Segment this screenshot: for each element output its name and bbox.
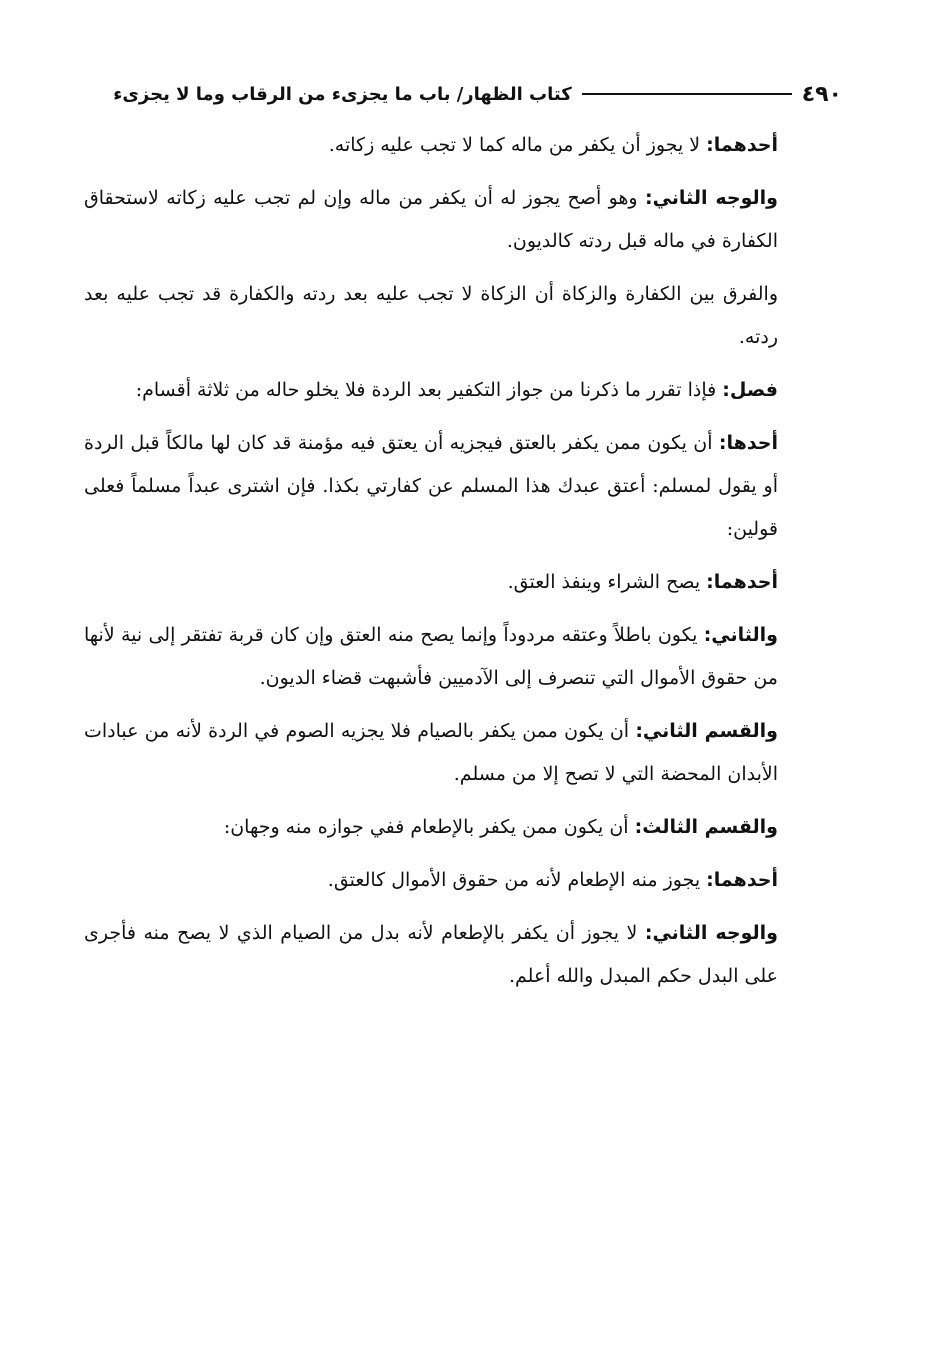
paragraph [84, 912, 842, 998]
paragraph-text: أن يكون ممن يكفر بالعتق فيجزيه أن يعتق فيه مؤمنة قد كان لها مالكاً قبل الردة أو يقول لمسلم: أعتق عبدك هذا المسلم عن كفارتي بكذا. فإن اشترى عبداً مسلماً فعلى قولين: [84, 432, 778, 540]
paragraph [84, 859, 842, 902]
paragraph [84, 177, 842, 263]
paragraph-text: والفرق بين الكفارة والزكاة أن الزكاة لا تجب عليه بعد ردته والكفارة قد تجب عليه بعد ردته. [84, 283, 778, 348]
paragraph-lead: والثاني: [703, 624, 778, 646]
paragraph-text: لا يجوز أن يكفر بالإطعام لأنه بدل من الصيام الذي لا يصح منه فأجرى على البدل حكم المبدل والله أعلم. [84, 922, 778, 987]
paragraph [84, 710, 842, 796]
paragraph-lead: فصل: [722, 379, 778, 401]
page-body [84, 124, 842, 1008]
paragraph [84, 614, 842, 700]
paragraph-text: يجوز منه الإطعام لأنه من حقوق الأموال كالعتق. [327, 869, 707, 891]
paragraph-lead: أحدهما: [706, 134, 778, 156]
paragraph-text: أن يكون ممن يكفر بالصيام فلا يجزيه الصوم في الردة لأنه من عبادات الأبدان المحضة التي لا تصح إلا من مسلم. [84, 720, 778, 785]
paragraph-lead: والقسم الثاني: [635, 720, 778, 742]
paragraph [84, 369, 842, 412]
paragraph-lead: أحدهما: [706, 571, 778, 593]
paragraph-lead: والوجه الثاني: [644, 922, 778, 944]
running-title: كتاب الظهار/ باب ما يجزىء من الرقاب وما لا يجزىء [113, 83, 572, 105]
paragraph [84, 124, 842, 167]
page-number: ٤٩٠ [801, 81, 842, 107]
paragraph-text: يكون باطلاً وعتقه مردوداً وإنما يصح منه العتق وإن كان قربة تفتقر إلى نية لأنها من حقوق الأموال التي تنصرف إلى الآدميين فأشبهت قضاء الديون. [84, 624, 778, 689]
paragraph-text: لا يجوز أن يكفر من ماله كما لا تجب عليه زكاته. [328, 134, 707, 156]
paragraph-lead: أحدها: [718, 432, 778, 454]
paragraph-text: فإذا تقرر ما ذكرنا من جواز التكفير بعد الردة فلا يخلو حاله من ثلاثة أقسام: [135, 379, 723, 401]
paragraph-text: يصح الشراء وينفذ العتق. [507, 571, 707, 593]
paragraph-lead: أحدهما: [706, 869, 778, 891]
paragraph-lead: والوجه الثاني: [644, 187, 778, 209]
paragraph-text: أن يكون ممن يكفر بالإطعام ففي جوازه منه وجهان: [223, 816, 635, 838]
paragraph [84, 273, 842, 359]
paragraph [84, 806, 842, 849]
paragraph-text: وهو أصح يجوز له أن يكفر من ماله وإن لم تجب عليه زكاته لاستحقاق الكفارة في ماله قبل ردته كالديون. [84, 187, 778, 252]
paragraph [84, 561, 842, 604]
paragraph [84, 422, 842, 551]
paragraph-lead: والقسم الثالث: [634, 816, 778, 838]
page-header [84, 74, 842, 114]
header-rule [582, 93, 792, 95]
